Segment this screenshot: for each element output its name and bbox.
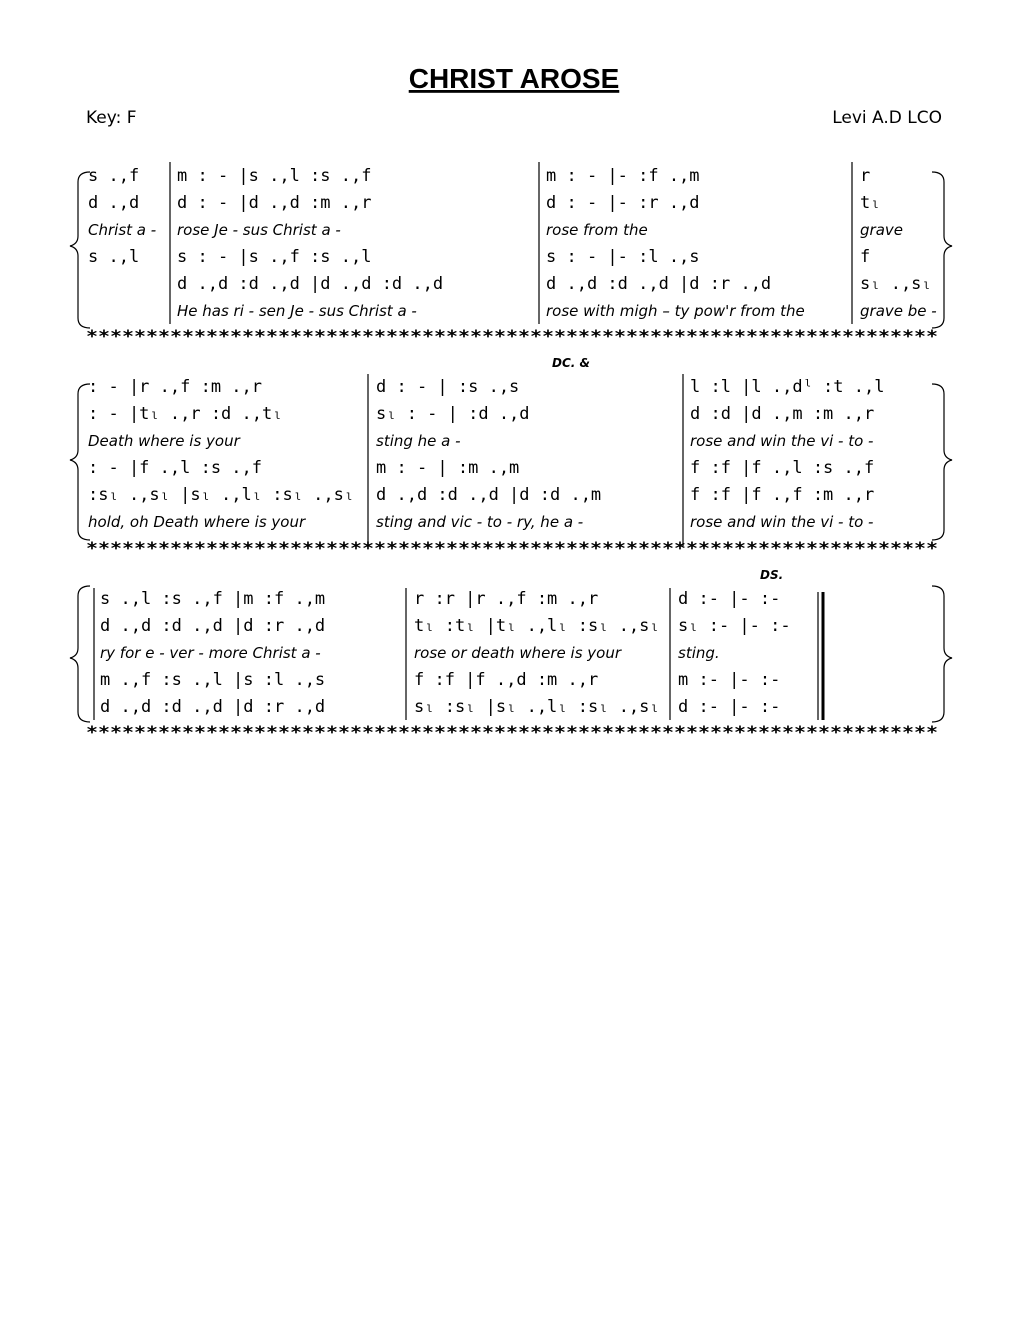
notation-systems bbox=[88, 166, 937, 717]
solfa-segment: r :r |r .,f :m .,r bbox=[414, 589, 599, 609]
lyric-segment: sting. bbox=[678, 644, 720, 662]
song-title: CHRIST AROSE bbox=[408, 63, 620, 94]
solfa-segment: r bbox=[860, 166, 871, 186]
solfa-segment: m .,f :s .,l |s :l .,s bbox=[100, 670, 326, 690]
lyric-segment: sting he a - bbox=[376, 432, 461, 450]
solfa-segment: m :- |- :- bbox=[678, 670, 781, 690]
lyric-segment: grave be - bbox=[860, 302, 937, 320]
solfa-segment: d : - |- :r .,d bbox=[546, 193, 700, 213]
solfa-segment: m : - |s .,l :s .,f bbox=[177, 166, 372, 186]
lyric-segment: rose and win the vi - to - bbox=[690, 432, 874, 450]
solfa-segment: s .,l bbox=[88, 247, 140, 267]
solfa-segment: d .,d :d .,d |d :r .,d bbox=[546, 274, 772, 294]
dc-mark: DC. & bbox=[552, 356, 590, 370]
solfa-segment: d :d |d .,m :m .,r bbox=[690, 404, 875, 424]
key-signature: Key: F bbox=[86, 108, 137, 128]
solfa-segment: m : - |- :f .,m bbox=[546, 166, 700, 186]
lyric-segment: rose or death where is your bbox=[414, 644, 622, 662]
solfa-segment: d .,d :d .,d |d :r .,d bbox=[100, 616, 326, 636]
solfa-segment: f :f |f .,l :s .,f bbox=[690, 458, 875, 478]
star-separator: *********************************************************************** bbox=[86, 723, 939, 743]
solfa-segment: d .,d :d .,d |d .,d :d .,d bbox=[177, 274, 444, 294]
solfa-segment: d :- |- :- bbox=[678, 697, 781, 717]
lyric-segment: Death where is your bbox=[88, 432, 240, 450]
solfa-segment: d .,d :d .,d |d :d .,m bbox=[376, 485, 602, 505]
solfa-segment: : - |r .,f :m .,r bbox=[88, 377, 262, 397]
solfa-segment: : - |tₗ .,r :d .,tₗ bbox=[88, 404, 283, 424]
solfa-segment: d .,d :d .,d |d :r .,d bbox=[100, 697, 326, 717]
lyric-segment: rose with migh – ty pow'r from the bbox=[546, 302, 805, 320]
lyric-segment: hold, oh Death where is your bbox=[88, 513, 306, 531]
solfa-segment: s .,f bbox=[88, 166, 140, 186]
solfa-segment: f :f |f .,f :m .,r bbox=[690, 485, 875, 505]
ds-mark: DS. bbox=[760, 568, 784, 582]
star-separator: *********************************************************************** bbox=[86, 539, 939, 559]
lyric-segment: rose from the bbox=[546, 221, 648, 239]
system-2 bbox=[88, 377, 884, 531]
system-1 bbox=[88, 166, 937, 320]
solfa-segment: m : - | :m .,m bbox=[376, 458, 520, 478]
solfa-segment: s : - |- :l .,s bbox=[546, 247, 700, 267]
lyric-segment: He has ri - sen Je - sus Christ a - bbox=[177, 302, 417, 320]
solfa-segment: s : - |s .,f :s .,l bbox=[177, 247, 372, 267]
solfa-segment: s .,l :s .,f |m :f .,m bbox=[100, 589, 326, 609]
lyric-segment: sting and vic - to - ry, he a - bbox=[376, 513, 584, 531]
lyric-segment: Christ a - bbox=[88, 221, 157, 239]
lyric-segment: rose Je - sus Christ a - bbox=[177, 221, 341, 239]
solfa-segment: sₗ :- |- :- bbox=[678, 616, 791, 636]
lyric-segment: ry for e - ver - more Christ a - bbox=[100, 644, 321, 662]
solfa-segment: sₗ .,sₗ bbox=[860, 274, 932, 294]
solfa-segment: f bbox=[860, 247, 871, 267]
composer: Levi A.D LCO bbox=[832, 108, 942, 128]
solfa-segment: : - |f .,l :s .,f bbox=[88, 458, 262, 478]
solfa-segment: d : - |d .,d :m .,r bbox=[177, 193, 372, 213]
solfa-segment: d : - | :s .,s bbox=[376, 377, 520, 397]
system-3 bbox=[100, 589, 791, 717]
lyric-segment: rose and win the vi - to - bbox=[690, 513, 874, 531]
solfa-segment: sₗ :sₗ |sₗ .,lₗ :sₗ .,sₗ bbox=[414, 697, 660, 717]
solfa-segment: :sₗ .,sₗ |sₗ .,lₗ :sₗ .,sₗ bbox=[88, 485, 355, 505]
solfa-segment: f :f |f .,d :m .,r bbox=[414, 670, 599, 690]
solfa-segment: tₗ bbox=[860, 193, 881, 213]
solfa-segment: tₗ :tₗ |tₗ .,lₗ :sₗ .,sₗ bbox=[414, 616, 660, 636]
lyric-segment: grave bbox=[860, 221, 903, 239]
solfa-segment: d .,d bbox=[88, 193, 140, 213]
solfa-segment: d :- |- :- bbox=[678, 589, 781, 609]
solfa-segment: l :l |l .,dˡ :t .,l bbox=[690, 377, 885, 397]
star-separator: *********************************************************************** bbox=[86, 327, 939, 347]
solfa-segment: sₗ : - | :d .,d bbox=[376, 404, 530, 424]
